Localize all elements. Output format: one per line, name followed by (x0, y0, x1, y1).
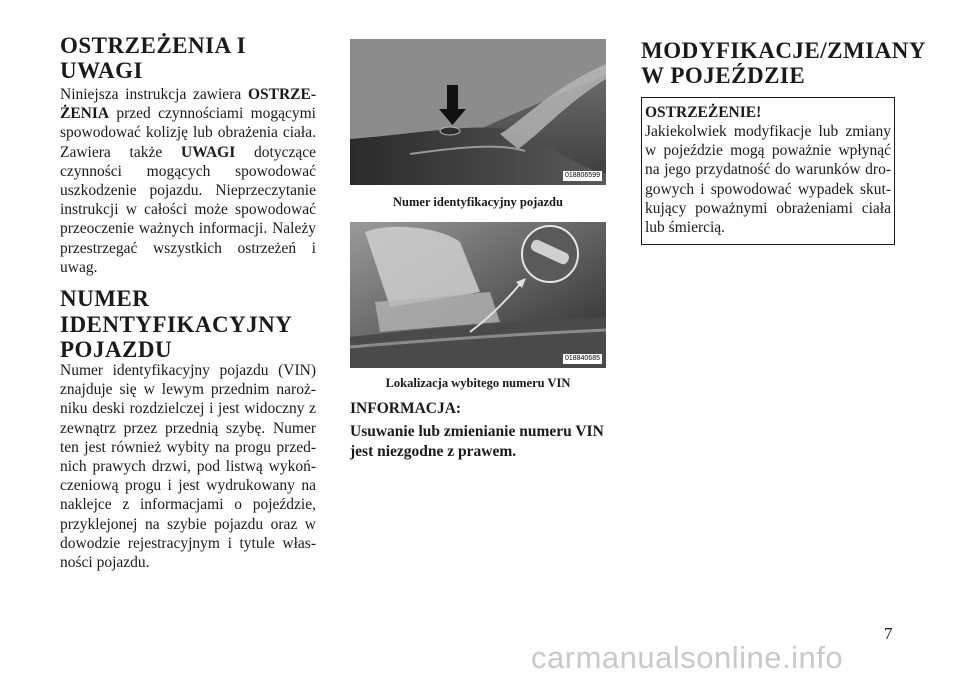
vin-sill-photo (350, 222, 606, 368)
warnings-heading: OSTRZEŻENIA I UWAGI (60, 33, 247, 83)
vin-paragraph: Numer identyfikacyjny pojazdu (VIN) znajduje się w lewym przednim narożniku deski rozdzielczej i jest widoczny z zewnątrz przez przednią szybę. Numer ten jest również wybity na progu przednich prawych drzwi, pod listwą wykończeniową progu i jest wydrukowany na naklejce z informacjami o pojeździe, przyklejonej na szybie pojazdu oraz w dowodzie rejestracyjnym i tytule własności pojazdu. (60, 362, 316, 572)
intro-text-2: przed czynnościami mogącymi spowodować kolizję lub obrażenia ciała. Zawiera także (60, 105, 316, 161)
vin-heading: NUMER IDENTYFIKACYJNY POJAZDU (60, 286, 292, 362)
photo1-code: 018806599 (564, 172, 600, 179)
warning-box-title: OSTRZEŻENIE! (645, 104, 762, 121)
warnings-intro-paragraph (60, 85, 316, 277)
photo2-code: 018840685 (564, 355, 600, 362)
photo2-caption: Lokalizacja wybitego numeru VIN (385, 376, 571, 390)
door-sill-illustration (350, 222, 606, 368)
windshield-illustration (350, 39, 606, 185)
info-heading: INFORMACJA: (350, 400, 462, 417)
intro-text-1: Niniejsza instrukcja zawiera (60, 86, 248, 103)
intro-text-3: dotyczące czynności mogących spowodować uszkodzenie pojazdu. Nieprzeczytanie instrukcji w całości może spowodować przeoczenie ważnych informacji. Należy przestrzegać wszystkich ostrzeżeń i uwag. (60, 143, 316, 276)
watermark: carmanualsonline.info (531, 640, 844, 675)
warning-box-text: Jakiekolwiek modyfikacje lub zmiany w pojeździe mogą poważnie wpłynąć na jego przydatność do warunków drogowych i spowodować wypadek skutkujący poważnymi obrażeniami ciała lub śmiercią. (645, 123, 891, 237)
vin-windshield-photo (350, 39, 606, 185)
page-number: 7 (884, 624, 893, 643)
intro-bold-notes: UWAGI (181, 143, 236, 161)
photo1-caption: Numer identyfikacyjny pojazdu (393, 195, 563, 209)
warning-box (641, 97, 895, 245)
intro-bold-warnings: OSTRZEŻENIA (60, 86, 316, 123)
info-text: Usuwanie lub zmienianie numeru VIN jest niezgodne z prawem. (350, 423, 604, 460)
modifications-heading: MODYFIKACJE/ZMIANY W POJEŹDZIE (641, 38, 926, 88)
